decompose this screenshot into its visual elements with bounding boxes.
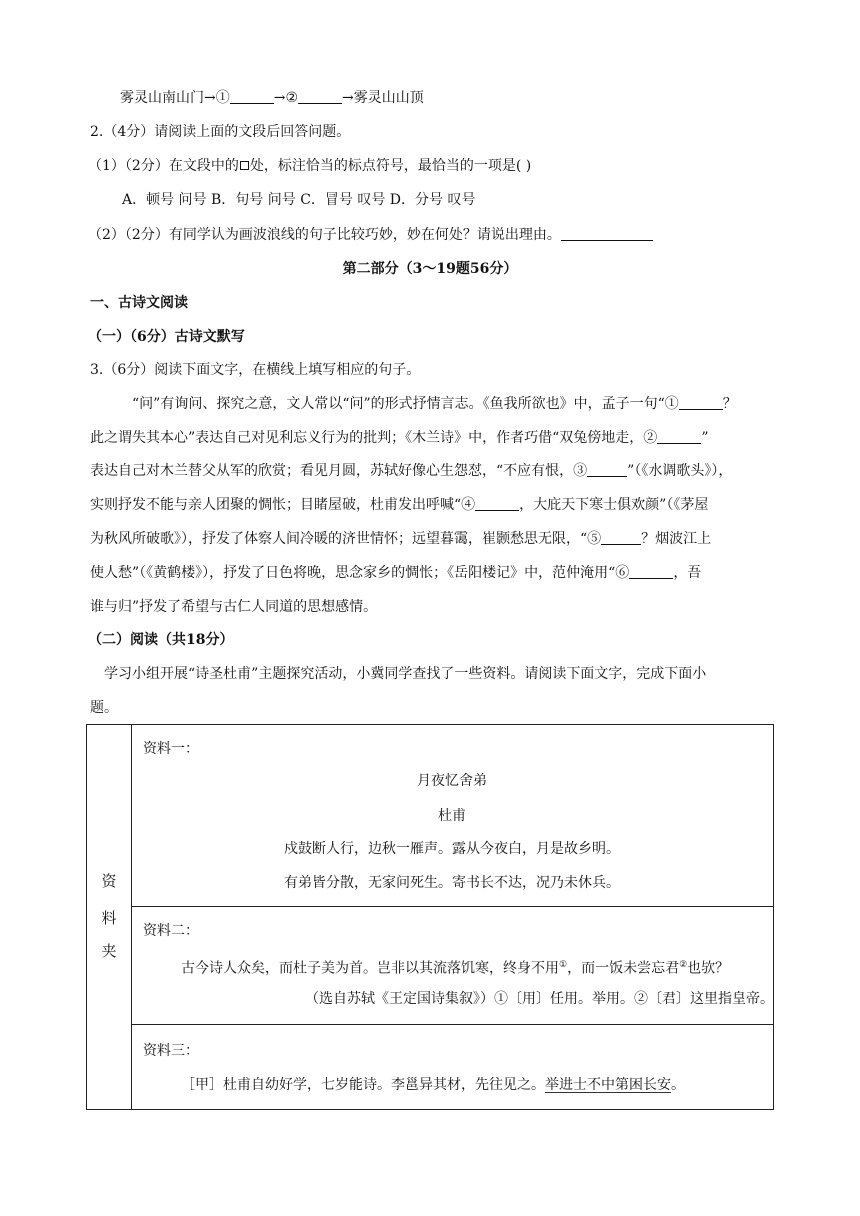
q3-para-line-4 xyxy=(90,495,708,515)
footnote-2-marker: ② xyxy=(679,960,688,970)
material-2-text-c: 也欤？ xyxy=(687,960,730,977)
q3-para-line-6 xyxy=(90,563,701,583)
q3-blank-2[interactable] xyxy=(657,429,701,444)
route-line xyxy=(120,88,424,108)
q2-sub1-pre: （1）（2分）在文段中的 xyxy=(88,158,239,174)
material-3-text-end: 。 xyxy=(671,1077,685,1093)
row-divider-1 xyxy=(131,906,773,907)
route-blank-1[interactable] xyxy=(230,89,274,104)
q3-blank-6[interactable] xyxy=(629,564,673,579)
q3-stem: 3.（6分）阅读下面文字，在横线上填写相应的句子。 xyxy=(90,362,421,378)
q2-sub2-blank[interactable] xyxy=(561,226,653,241)
section-1-heading: 一、古诗文阅读 xyxy=(90,295,188,311)
poem-title: 月夜忆舍弟 xyxy=(417,773,487,789)
q3-text-4: 实则抒发不能与亲人团聚的惆怅；目睹屋破，杜甫发出呼喊“④ xyxy=(90,497,476,513)
q3-para-line-5 xyxy=(90,529,711,549)
subsection-b-heading: （二）阅读（共18分） xyxy=(88,632,234,648)
intro-line-1: 学习小组开展“诗圣杜甫”主题探究活动，小冀同学查找了一些资料。请阅读下面文字，完成下面小 xyxy=(104,666,707,682)
q3-text-4b: ，大庇天下寒士俱欢颜”（《茅屋 xyxy=(519,497,709,513)
poem-line-2: 有弟皆分散，无家问死生。寄书长不达，况乃未休兵。 xyxy=(284,875,620,891)
q3-text-1b: ？ xyxy=(722,396,737,412)
q3-para-line-7: 谁与归”抒发了希望与古仁人同道的思想感情。 xyxy=(90,599,378,615)
side-char-3: 夹 xyxy=(101,942,117,960)
side-char-2: 料 xyxy=(101,909,117,927)
subsection-a-heading: （一）（6分）古诗文默写 xyxy=(88,329,245,345)
route-start: 雾灵山南山门→① xyxy=(120,90,230,106)
q2-sub1-post: 处，标注恰当的标点符号，最恰当的一项是( ) xyxy=(249,158,532,174)
material-3-underlined: 举进士不中第困长安 xyxy=(545,1077,671,1093)
q3-blank-3[interactable] xyxy=(587,462,627,477)
q2-sub2 xyxy=(88,225,653,245)
poem-author: 杜甫 xyxy=(438,808,466,824)
footnote-1-marker: ① xyxy=(559,960,568,970)
q3-text-3: 表达自己对木兰替父从军的欣赏；看见月圆，苏轼好像心生怨怼，“不应有恨，③ xyxy=(90,463,588,479)
q3-para-line-1 xyxy=(132,394,737,414)
q3-text-6b: ，吾 xyxy=(673,565,702,581)
q3-text-5: 为秋风所破歌》），抒发了体察人间冷暖的济世情怀；远望暮霭，崔颢愁思无限，“⑤ xyxy=(90,531,602,547)
q3-para-line-2 xyxy=(90,428,708,448)
q3-blank-4[interactable] xyxy=(475,496,519,511)
material-3-text xyxy=(181,1075,685,1095)
q2-sub1 xyxy=(88,156,531,176)
q3-text-2: 此之谓失其本心”表达自己对见利忘义行为的批判；《木兰诗》中，作者巧借“双兔傍地走，② xyxy=(90,430,658,446)
material-folder-table xyxy=(86,724,774,1110)
q2-stem: 2.（4分）请阅读上面的文段后回答问题。 xyxy=(90,124,351,140)
q3-text-5b: ？烟波江上 xyxy=(641,531,712,547)
material-2-note: （选自苏轼《王定国诗集叙》）①〔用〕任用。举用。②〔君〕这里指皇帝。 xyxy=(305,991,774,1007)
q3-blank-1[interactable] xyxy=(679,395,723,410)
q3-blank-5[interactable] xyxy=(601,530,641,545)
q3-text-6: 使人愁”（《黄鹤楼》），抒发了日色将晚，思念家乡的惆怅；《岳阳楼记》中，范仲淹用“⑥ xyxy=(90,565,630,581)
route-blank-2[interactable] xyxy=(298,89,342,104)
material-2-text-b: ，而一饭未尝忘君 xyxy=(567,960,680,977)
poem-line-1: 戍鼓断人行，边秋一雁声。露从今夜白，月是故乡明。 xyxy=(284,841,620,857)
q3-text-2b: ” xyxy=(701,430,709,446)
material-3-text-main: ［甲］杜甫自幼好学，七岁能诗。李邕异其材，先往见之。 xyxy=(181,1077,545,1093)
route-end: →雾灵山山顶 xyxy=(342,90,424,106)
side-char-1: 资 xyxy=(101,872,117,890)
material-2-text-a: 古今诗人众矣，而杜子美为首。岂非以其流落饥寒，终身不用 xyxy=(181,960,559,977)
material-folder-side xyxy=(87,725,132,1109)
material-2-label: 资料二： xyxy=(143,923,199,939)
q2-sub2-text: （2）（2分）有同学认为画波浪线的句子比较巧妙，妙在何处？请说出理由。 xyxy=(88,227,561,243)
material-2-text xyxy=(181,955,729,979)
q3-para-line-3 xyxy=(90,461,732,481)
intro-line-2: 题。 xyxy=(90,700,118,716)
square-mark-icon xyxy=(240,161,249,170)
row-divider-2 xyxy=(131,1024,773,1025)
material-3-label: 资料三： xyxy=(143,1043,199,1059)
q2-options: A．顿号 问号 B．句号 问号 C．冒号 叹号 D．分号 叹号 xyxy=(122,192,476,208)
part2-title: 第二部分（3～19题56分） xyxy=(342,261,518,277)
material-1-label: 资料一： xyxy=(143,741,199,757)
q3-text-3b: ”（《水调歌头》）， xyxy=(627,463,733,479)
route-arrow-2: →② xyxy=(273,90,299,106)
q3-text-1: “问”有询问、探究之意，文人常以“问”的形式抒情言志。《鱼我所欲也》中，孟子一句“① xyxy=(132,396,679,412)
